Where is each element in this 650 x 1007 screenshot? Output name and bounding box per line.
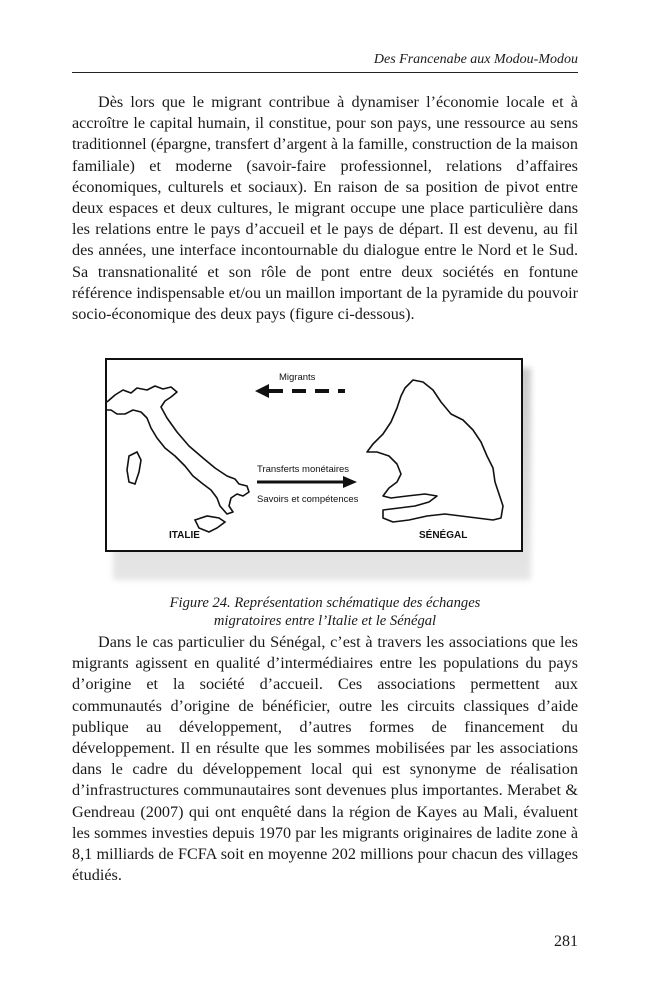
paragraph-2: Dans le cas particulier du Sénégal, c’est à travers les associations que les migrants agissent en qualité d’intermédiaires entre les populations du pays d’origine et la société d’accueil. Ces associations permettent aux communautés d’origine de bénéficier, outre les circuits classiques d’aide publique au développement, d’autres formes de financement du développement. Il en résulte que les sommes mobilisées par les associations dans le cadre du développement local qui est synonyme de réalisation d’infrastructures communautaires sont devenues plus importantes. Merabet & Gendreau (2007) qui ont enquêté dans la région de Kayes au Mali, évaluent les sommes investies depuis 1970 par les migrants originaires de ladite zone à 8,1 milliards de FCFA soit en moyenne 202 millions pour chacun des villages étudiés. [72,633,578,885]
paragraph-1: Dès lors que le migrant contribue à dynamiser l’économie locale et à accroître le capital humain, il constitue, pour son pays, une ressource au sens traditionnel (épargne, transfert d’argent à la famille, construction de la maison familiale) et moderne (savoir-faire professionnel, relations d’affaires économiques, culturels et sociaux). En raison de sa position de pivot entre deux espaces et deux cultures, le migrant occupe une place particulière dans les relations entre le pays d’accueil et le pays de départ. Il est devenu, au fil des années, une interface incontournable du dialogue entre le Nord et le Sud. Sa transnationalité et son rôle de pont entre deux sociétés en fontune référence indispensable et/ou un maillon important de la pyramide du pouvoir socio-économique des deux pays (figure ci-dessous). [72,93,578,324]
italy-map-outline [107,386,249,514]
running-title: Des Francenabe aux Modou-Modou [373,52,578,67]
sardinia-outline [127,452,141,484]
page-number: 281 [554,933,578,950]
senegal-label: SÉNÉGAL [419,530,468,541]
transfers-arrowhead [343,476,357,488]
transferts-label: Transferts monétaires [257,464,350,475]
figure-caption [72,594,578,630]
figure-24 [105,358,523,568]
running-header [72,52,578,73]
migrants-arrowhead [255,384,269,398]
migrants-label: Migrants [279,372,316,383]
senegal-map-outline [367,380,503,522]
caption-line-2: migratoires entre l’Italie et le Sénégal [213,613,437,629]
figure-frame [105,358,523,552]
savoirs-label: Savoirs et compétences [257,494,359,505]
italy-senegal-diagram [107,360,521,550]
caption-line-1: Figure 24. Représentation schématique des échanges [169,595,481,611]
italie-label: ITALIE [169,530,200,541]
